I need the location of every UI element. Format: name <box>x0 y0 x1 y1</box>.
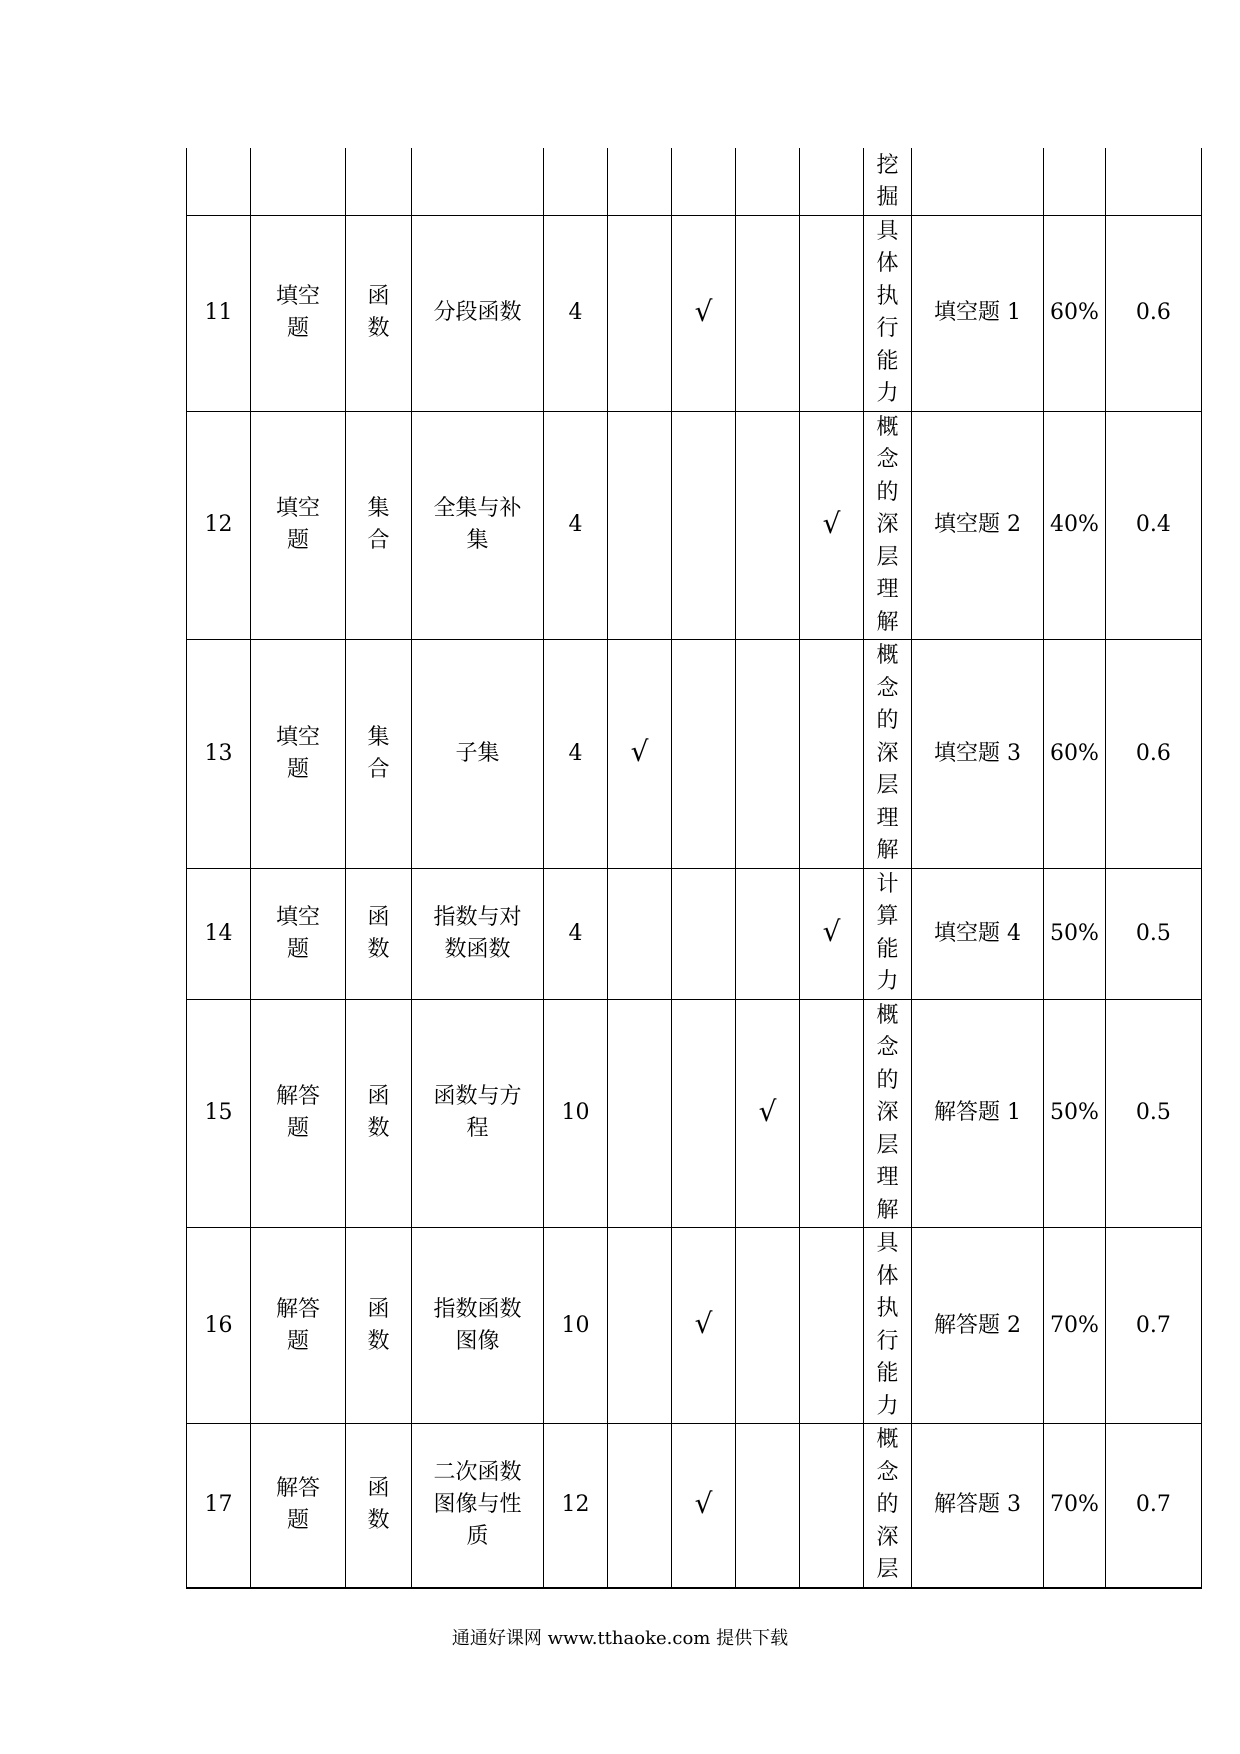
cell-empty <box>912 148 1044 215</box>
cell-difficulty: 0.4 <box>1105 411 1201 640</box>
cell-level-4 <box>800 868 864 999</box>
cell-rate: 70% <box>1044 1228 1106 1424</box>
cell-score: 10 <box>544 999 608 1228</box>
cell-number: 14 <box>187 868 251 999</box>
cell-topic: 分段函数 <box>412 215 544 411</box>
cell-difficulty: 0.5 <box>1105 868 1201 999</box>
check-mark-icon: √ <box>694 1486 713 1520</box>
cell-empty <box>187 148 251 215</box>
cell-question-type: 填空 题 <box>251 215 346 411</box>
cell-domain: 函 数 <box>346 999 412 1228</box>
cell-domain: 集 合 <box>346 640 412 869</box>
cell-level-1 <box>608 640 672 869</box>
cell-domain: 函 数 <box>346 868 412 999</box>
cell-level-1 <box>608 1228 672 1424</box>
cell-domain: 函 数 <box>346 1228 412 1424</box>
cell-question-label: 解答题 2 <box>912 1228 1044 1424</box>
cell-rate: 50% <box>1044 999 1106 1228</box>
cell-question-label: 解答题 1 <box>912 999 1044 1228</box>
cell-level-3 <box>736 215 800 411</box>
cell-level-2 <box>672 868 736 999</box>
cell-level-1 <box>608 411 672 640</box>
cell-number: 13 <box>187 640 251 869</box>
cell-level-1 <box>608 999 672 1228</box>
check-mark-icon: √ <box>758 1094 777 1128</box>
cell-rate: 70% <box>1044 1424 1106 1588</box>
cell-level-1 <box>608 868 672 999</box>
cell-level-4 <box>800 411 864 640</box>
cell-level-4 <box>800 1424 864 1588</box>
cell-ability: 具 体 执 行 能 力 <box>864 215 912 411</box>
cell-ability: 概 念 的 深 层 理 解 <box>864 999 912 1228</box>
cell-ability: 概 念 的 深 层 理 解 <box>864 640 912 869</box>
cell-number: 11 <box>187 215 251 411</box>
cell-domain: 函 数 <box>346 1424 412 1588</box>
cell-empty <box>608 148 672 215</box>
table-row <box>187 640 1202 869</box>
cell-score: 12 <box>544 1424 608 1588</box>
cell-level-2 <box>672 640 736 869</box>
cell-level-4 <box>800 999 864 1228</box>
cell-question-type: 解答 题 <box>251 1424 346 1588</box>
table-row <box>187 1424 1202 1588</box>
cell-topic: 子集 <box>412 640 544 869</box>
cell-number: 17 <box>187 1424 251 1588</box>
cell-level-1 <box>608 215 672 411</box>
cell-empty <box>1105 148 1201 215</box>
cell-question-type: 解答 题 <box>251 1228 346 1424</box>
cell-number: 15 <box>187 999 251 1228</box>
cell-level-4 <box>800 215 864 411</box>
exam-analysis-table <box>186 148 1202 1589</box>
cell-level-2 <box>672 1228 736 1424</box>
cell-difficulty: 0.6 <box>1105 215 1201 411</box>
cell-ability: 概 念 的 深 层 <box>864 1424 912 1588</box>
cell-score: 4 <box>544 215 608 411</box>
cell-topic: 二次函数 图像与性 质 <box>412 1424 544 1588</box>
table-row <box>187 999 1202 1228</box>
cell-level-3 <box>736 999 800 1228</box>
check-mark-icon: √ <box>630 735 649 769</box>
cell-level-3 <box>736 868 800 999</box>
cell-number: 16 <box>187 1228 251 1424</box>
cell-ability: 概 念 的 深 层 理 解 <box>864 411 912 640</box>
cell-domain: 集 合 <box>346 411 412 640</box>
cell-ability: 挖 掘 <box>864 148 912 215</box>
cell-empty <box>1044 148 1106 215</box>
cell-rate: 50% <box>1044 868 1106 999</box>
cell-level-1 <box>608 1424 672 1588</box>
cell-level-3 <box>736 1228 800 1424</box>
cell-rate: 40% <box>1044 411 1106 640</box>
cell-score: 10 <box>544 1228 608 1424</box>
cell-level-4 <box>800 640 864 869</box>
cell-level-3 <box>736 640 800 869</box>
cell-question-label: 填空题 1 <box>912 215 1044 411</box>
cell-topic: 函数与方 程 <box>412 999 544 1228</box>
cell-question-type: 填空 题 <box>251 640 346 869</box>
cell-rate: 60% <box>1044 215 1106 411</box>
cell-difficulty: 0.6 <box>1105 640 1201 869</box>
cell-question-label: 填空题 4 <box>912 868 1044 999</box>
page-footer: 通通好课网 www.tthaoke.com 提供下载 <box>451 1628 789 1649</box>
cell-question-label: 填空题 3 <box>912 640 1044 869</box>
cell-difficulty: 0.7 <box>1105 1228 1201 1424</box>
cell-topic: 指数函数 图像 <box>412 1228 544 1424</box>
cell-empty <box>346 148 412 215</box>
check-mark-icon: √ <box>822 915 841 948</box>
check-mark-icon: √ <box>694 294 713 328</box>
table-row <box>187 1228 1202 1424</box>
cell-question-label: 解答题 3 <box>912 1424 1044 1588</box>
cell-empty <box>412 148 544 215</box>
cell-topic: 全集与补 集 <box>412 411 544 640</box>
cell-empty <box>672 148 736 215</box>
cell-score: 4 <box>544 640 608 869</box>
cell-score: 4 <box>544 411 608 640</box>
cell-rate: 60% <box>1044 640 1106 869</box>
cell-score: 4 <box>544 868 608 999</box>
cell-difficulty: 0.7 <box>1105 1424 1201 1588</box>
cell-ability: 计 算 能 力 <box>864 868 912 999</box>
cell-empty <box>736 148 800 215</box>
cell-number: 12 <box>187 411 251 640</box>
cell-question-type: 填空 题 <box>251 868 346 999</box>
cell-level-2 <box>672 411 736 640</box>
check-mark-icon: √ <box>822 506 841 540</box>
cell-level-2 <box>672 215 736 411</box>
check-mark-icon: √ <box>694 1307 713 1340</box>
cell-question-type: 解答 题 <box>251 999 346 1228</box>
cell-question-label: 填空题 2 <box>912 411 1044 640</box>
cell-domain: 函 数 <box>346 215 412 411</box>
table-row <box>187 215 1202 411</box>
cell-empty <box>544 148 608 215</box>
table-row-fragment <box>187 148 1202 215</box>
cell-level-4 <box>800 1228 864 1424</box>
cell-level-2 <box>672 1424 736 1588</box>
table-row <box>187 868 1202 999</box>
cell-level-3 <box>736 1424 800 1588</box>
table-row <box>187 411 1202 640</box>
cell-level-2 <box>672 999 736 1228</box>
cell-topic: 指数与对 数函数 <box>412 868 544 999</box>
cell-empty <box>800 148 864 215</box>
cell-question-type: 填空 题 <box>251 411 346 640</box>
cell-level-3 <box>736 411 800 640</box>
cell-difficulty: 0.5 <box>1105 999 1201 1228</box>
cell-ability: 具 体 执 行 能 力 <box>864 1228 912 1424</box>
cell-empty <box>251 148 346 215</box>
